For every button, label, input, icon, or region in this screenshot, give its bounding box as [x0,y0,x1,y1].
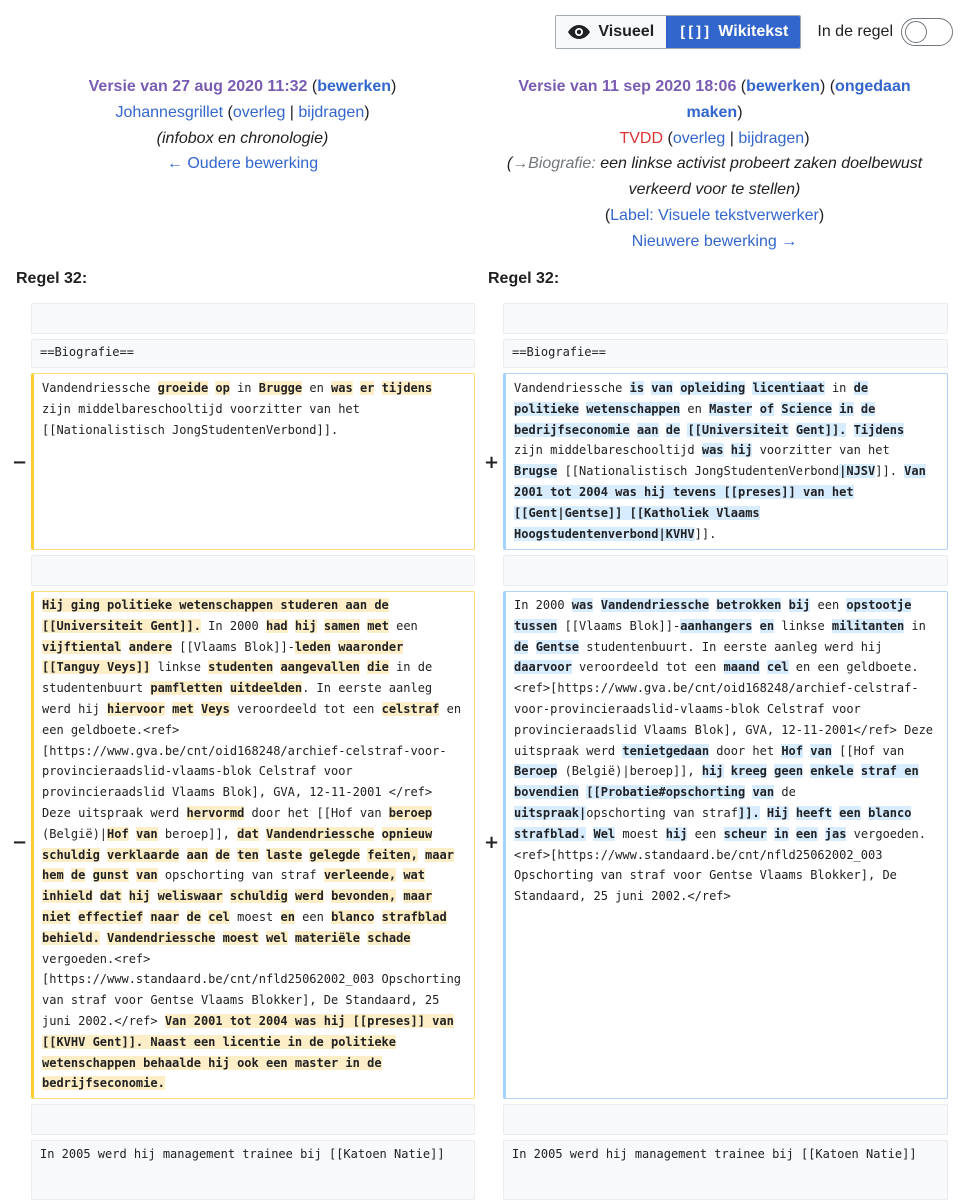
old-revision-header: Versie van 27 aug 2020 11:32 (bewerken) Johannesgrillet (overleg | bijdragen) (infobox en chronologie) ← Oudere bewerking [20,74,465,177]
added-marker: + [484,452,500,473]
new-revision-header: Versie van 11 sep 2020 18:06 (bewerken) (ongedaan maken) TVDD (overleg | bijdragen) (→Biografie: een linkse activist probeert zaken doelbewust verkeerd voor te stellen) (Label: Visuele tekstverwerker) Nieuwere bewerking → [492,74,937,255]
section-link[interactable]: →Biografie: [512,155,596,173]
inline-toggle[interactable] [901,18,953,46]
context-empty-right-2 [503,555,948,586]
context-heading-right [503,339,948,368]
line-number-left: Regel 32: [16,270,88,287]
added-line-text: Vandendriessche is van opleiding licentiaat in de politieke wetenschappen en Master of Science in de bedrijfseconomie aan de [[Universiteit Gent]]. Tijdens zijn middelbareschooltijd was hij voorzitter van het Brugse [[Nationalistisch JongStudentenVerbond|NJSV]]. Van 2001 tot 2004 was hij tevens [[preses]] van het [[Gent|Gentse]] [[Katholiek Vlaams Hoogstudentenverbond|KVHV]]. [514,381,926,541]
new-edit-link[interactable]: bewerken [746,78,820,95]
old-revision-link[interactable]: Versie van 27 aug 2020 11:32 [88,78,308,95]
inline-toggle-label: In de regel [817,23,893,40]
newer-edit-link[interactable]: Nieuwere bewerking → [631,232,798,250]
context-bottom-text: In 2005 werd hij management trainee bij [[Katoen Natie]] [40,1147,445,1161]
old-user-link[interactable]: Johannesgrillet [115,103,224,121]
new-talk-link[interactable]: overleg [672,129,726,147]
wikitext-mode-label: Wikitekst [718,23,789,40]
context-empty-left-2 [31,555,475,586]
context-bottom-text: In 2005 werd hij management trainee bij [[Katoen Natie]] [512,1147,917,1161]
old-talk-link[interactable]: overleg [232,103,286,121]
context-empty-right-3 [503,1104,948,1135]
older-edit-link[interactable]: ← Oudere bewerking [166,155,319,173]
new-edit-summary: (→Biografie: een linkse activist probeert zaken doelbewust verkeerd voor te stellen) [506,155,923,199]
added-line [503,373,948,550]
deleted-line [31,373,475,550]
context-bottom-left [31,1140,475,1200]
old-edit-summary: (infobox en chronologie) [156,129,329,147]
added-line-2-text: In 2000 was Vandendriessche betrokken bij een opstootje tussen [[Vlaams Blok]]-aanhangers en linkse militanten in de Gentse studentenbuurt. In eerste aanleg werd hij daarvoor veroordeeld tot een maand cel en een geldboete. <ref>[https://www.gva.be/cnt/oid168248/archief-celstraf-voor-provincieraadslid-vlaams-blok Celstraf voor provincieraadslid Vlaams Blok], GVA, 12-11-2001</ref> Deze uitspraak werd tenietgedaan door het Hof van [[Hof van Beroep (België)|beroep]], hij kreeg geen enkele straf en bovendien [[Probatie#opschorting van de uitspraak|opschorting van straf]]. Hij heeft een blanco strafblad. Wel moest hij een scheur in een jas vergoeden. <ref>[https://www.standaard.be/cnt/nfld25062002_003 Opschorting van straf voor Gentse Vlaams Blokker], De Standaard, 25 juni 2002.</ref> [514,598,934,904]
line-number-right: Regel 32: [488,270,560,287]
context-empty-right [503,303,948,334]
context-heading-left [31,339,475,368]
deleted-line-text: Vandendriessche groeide op in Brugge en was er tijdens zijn middelbareschooltijd voorzitter van het [[Nationalistisch JongStudentenVerbond]]. [42,381,433,437]
added-line-2 [503,591,948,1099]
deleted-marker-2: − [12,832,28,853]
eye-icon [568,25,590,39]
context-heading-text: ==Biografie== [512,345,606,359]
wikitext-mode-button[interactable] [666,16,800,48]
visual-mode-button[interactable] [556,16,666,48]
old-contribs-link[interactable]: bijdragen [298,103,365,121]
summary-text: een linkse activist probeert zaken doelbewust verkeerd voor te stellen [600,155,923,199]
visual-mode-label: Visueel [598,23,655,40]
context-bottom-right [503,1140,948,1200]
new-revision-link[interactable]: Versie van 11 sep 2020 18:06 [518,78,737,95]
deleted-line-2-text: Hij ging politieke wetenschappen studeren aan de [[Universiteit Gent]]. In 2000 had hij samen met een vijftiental andere [[Vlaams Blok]]-leden waaronder [[Tanguy Veys]] linkse studenten aangevallen die in de studentenbuurt pamfletten uitdeelden. In eerste aanleg werd hij hiervoor met Veys veroordeeld tot een celstraf en een geldboete.<ref> [https://www.gva.be/cnt/oid168248/archief-celstraf-voor-provincieraadslid-vlaams-blok Celstraf voor provincieraadslid Vlaams Blok], GVA, 12-11-2001 </ref> Deze uitspraak werd hervormd door het [[Hof van beroep (België)|Hof van beroep]], dat Vandendriessche opnieuw schuldig verklaarde aan de ten laste gelegde feiten, maar hem de gunst van opschorting van straf verleende, wat inhield dat hij weliswaar schuldig werd bevonden, maar niet effectief naar de cel moest en een blanco strafblad behield. Vandendriessche moest wel materiële schade vergoeden.<ref> [https://www.standaard.be/cnt/nfld25062002_003 Opschorting van straf voor Gentse Vlaams Blokker], De Standaard, 25 juni 2002.</ref> Van 2001 tot 2004 was hij [[preses]] van [[KVHV Gent]]. Naast een licentie in de politieke wetenschappen behaalde hij ook een master in de bedrijfseconomie. [42,598,462,1091]
new-contribs-link[interactable]: bijdragen [738,129,805,147]
new-user-link[interactable]: TVDD [619,129,664,147]
wikitext-icon: [[]] [678,23,711,41]
view-mode-switch [555,15,801,49]
tag-label-link[interactable]: Label: Visuele tekstverwerker [610,206,819,224]
diff-toolbar [555,14,953,50]
context-empty-left [31,303,475,334]
deleted-line-2 [31,591,475,1099]
toggle-knob [905,21,927,43]
added-marker-2: + [484,832,500,853]
context-heading-text: ==Biografie== [40,345,134,359]
context-empty-left-3 [31,1104,475,1135]
undo-link[interactable]: ongedaan maken [686,78,911,121]
old-edit-link[interactable]: bewerken [317,78,392,95]
deleted-marker: − [12,452,28,473]
